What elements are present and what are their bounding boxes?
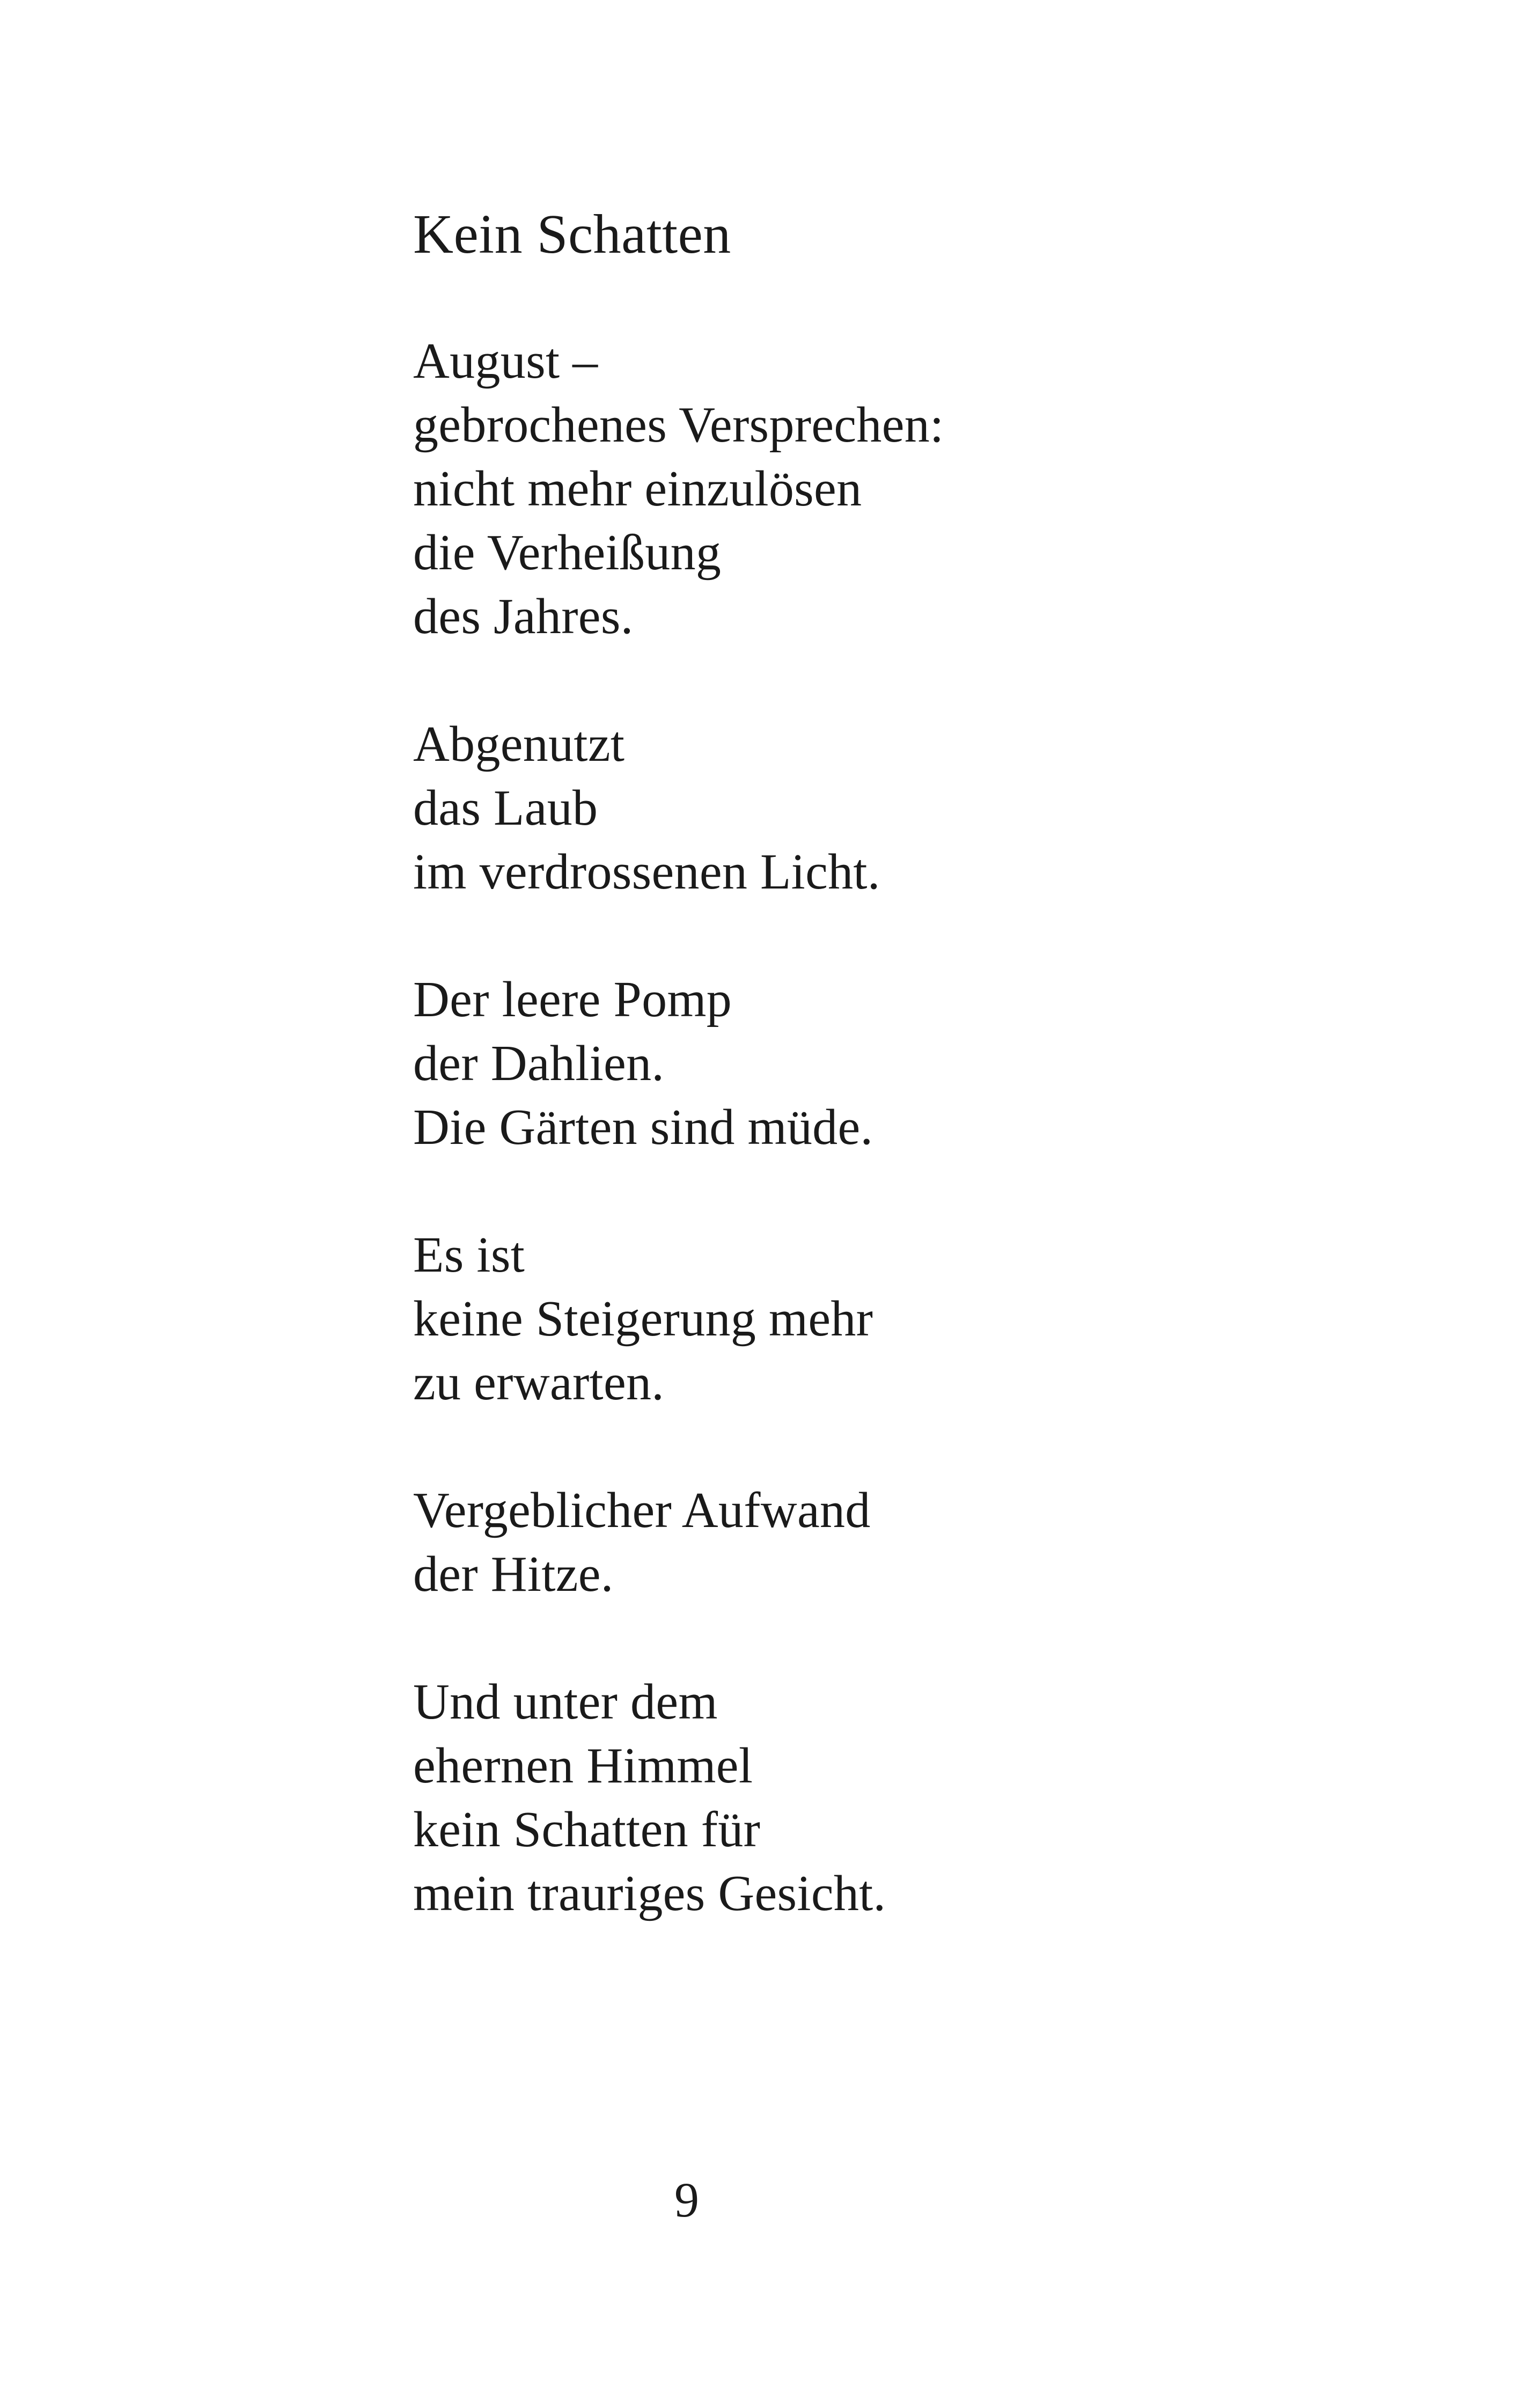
stanza-1 (413, 329, 1325, 649)
poem-title: Kein Schatten (413, 203, 731, 265)
poem-line: kein Schatten für (413, 1802, 761, 1858)
stanza-5 (413, 1479, 1325, 1606)
poem-line: Und unter dem (413, 1674, 718, 1730)
stanza-4 (413, 1223, 1325, 1415)
poem-line: ehernen Himmel (413, 1738, 753, 1794)
stanza-3 (413, 968, 1325, 1159)
poem-line: des Jahres. (413, 589, 634, 644)
poem-line: im verdrossenen Licht. (413, 844, 880, 900)
poem-line: Die Gärten sind müde. (413, 1099, 873, 1155)
poem-line: August – (413, 333, 598, 389)
poem-line: mein trauriges Gesicht. (413, 1866, 886, 1921)
stanza-6 (413, 1670, 1325, 1926)
poem-line: Abgenutzt (413, 716, 625, 772)
poem-line: Vergeblicher Aufwand (413, 1482, 871, 1538)
poem-line: die Verheißung (413, 525, 722, 581)
poem-line: Der leere Pomp (413, 972, 732, 1027)
poem-line: Es ist (413, 1227, 525, 1283)
poem-line: nicht mehr einzulösen (413, 461, 862, 517)
poem-line: keine Steigerung mehr (413, 1291, 873, 1347)
poem-line: der Hitze. (413, 1546, 614, 1602)
poem-line: der Dahlien. (413, 1036, 665, 1091)
poem-line: zu erwarten. (413, 1355, 665, 1411)
poem-line: das Laub (413, 780, 598, 836)
poem-line: gebrochenes Versprechen: (413, 397, 944, 453)
page-number: 9 (674, 2172, 699, 2227)
stanza-2 (413, 713, 1325, 904)
poem (413, 201, 1325, 1989)
